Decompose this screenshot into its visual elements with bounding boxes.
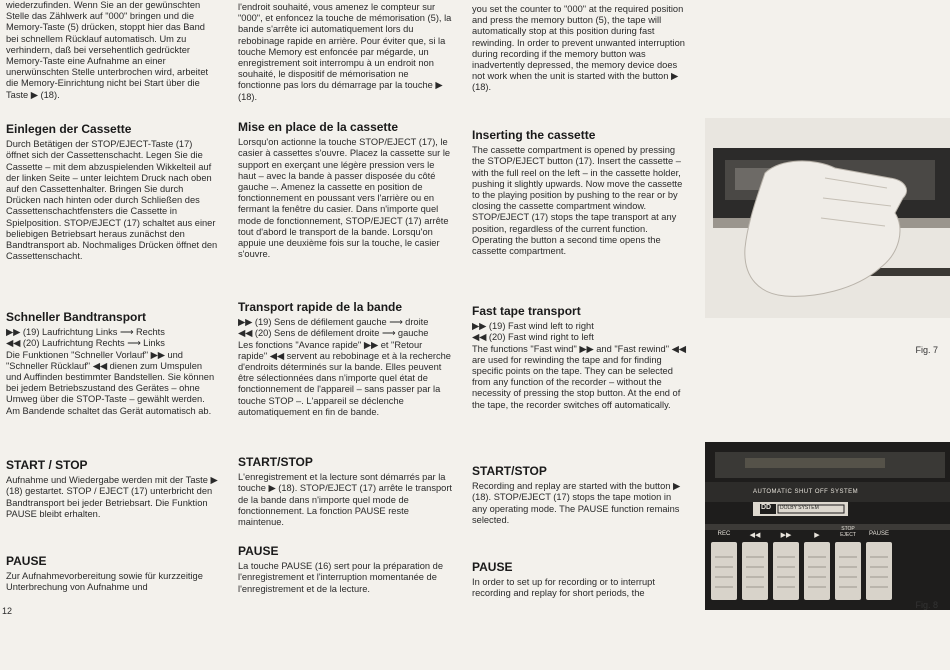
section-heading: Transport rapide de la bande: [238, 300, 403, 314]
section-heading: START/STOP: [238, 455, 313, 469]
dolby-label: DOLBY SYSTEM: [780, 505, 819, 511]
figure-8-caption: Fig. 8: [915, 600, 938, 610]
fast-forward-key-label: ▶▶: [780, 532, 792, 539]
section-heading: Inserting the cassette: [472, 128, 596, 142]
english-section-fast-transport: Fast tape transport ▶▶ (19) Fast wind left to right ◀◀ (20) Fast wind right to left The functions "Fast wind" ▶▶ and "Fast rewind" ◀◀ are used for rewinding the tape and for finding specific points on the tape. They can be selected from any function of the recorder – without the necessity of pressing the stop button. At the end of the tape, the recorder switches off automatically.: [472, 304, 686, 410]
section-heading: PAUSE: [472, 560, 513, 574]
german-section-cassette: Einlegen der Cassette Durch Betätigen der STOP/EJECT-Taste (17) öffnet sich der Cassettenschacht. Legen Sie die Cassette – mit dem abzuspielenden Wikkelteil auf der linken Seite – unter leichtem Druck nach oben auf den Cassettenhalter. Bringen Sie durch Drücken nach hinten oder durch Schließen des Cassettenschachtfensters die Cassette in Spielposition. STOP/EJECT (17) schaltet aus einer beliebigen Betriebsart heraus zunächst den Bandtransport ab. Nochmaliges Drücken öffnet den Cassettenschacht.: [6, 122, 218, 262]
section-heading: PAUSE: [6, 554, 47, 568]
german-section-fast-transport: Schneller Bandtransport ▶▶ (19) Laufrichtung Links ⟶ Rechts ◀◀ (20) Laufrichtung Rechts ⟶ Links Die Funktionen "Schneller Vorlauf" ▶▶ und "Schneller Rücklauf" ◀◀ dienen zum Umspulen und Auffinden bestimmter Bandstellen. Sie können bei jedem Betriebszustand des Gerätes – ohne Umweg über die STOP-Taste – gewählt werden. Am Bandende schaltet das Gerät automatisch ab.: [6, 312, 218, 417]
cassette-insertion-illustration: [705, 118, 950, 318]
english-intro: you set the counter to "000" at the required position and press the memory button (5), the tape will automatically stop at this position during fast rewinding. In order to prevent unwanted interruption during recording if the memory button was inadvertently depressed, the memory device does not work when the unit is started with the button ▶ (18).: [472, 4, 685, 93]
french-intro: l'endroit souhaité, vous amenez le compteur sur "000", et enfoncez la touche de mémorisation (5), la bande s'arrête ici automatiquement lors du rebobinage rapide en arrière. Pour éviter que, si la touche Memory est enfoncée par mégarde, un enregistrement soit interrompu à un endroit non souhaité, le dispositif de mémorisation ne fonctionne pas lors du démarrage par la touche ▶ (18).: [238, 2, 452, 102]
rec-key-label: REC: [717, 531, 731, 537]
pause-key-label: PAUSE: [869, 531, 889, 537]
english-section-cassette: Inserting the cassette The cassette compartment is opened by pressing the STOP/EJECT button (17). Insert the cassette – with the full reel on the left – in the cassette holder, pushing it slightly upwards. Now move the cassette to the playing position by pushing to the rear or by closing the cassette compartment window. STOP/EJECT (17) stops the tape transport at any position, regardless of the current function. Operating the button a second time opens the cassette compartment.: [472, 130, 686, 257]
stop-eject-key-label: STOP EJECT: [840, 526, 856, 538]
section-heading: START/STOP: [472, 464, 547, 478]
section-heading: Fast tape transport: [472, 304, 581, 318]
section-heading: Schneller Bandtransport: [6, 310, 147, 324]
english-section-start-stop: START/STOP Recording and replay are started with the button ▶ (18). STOP/EJECT (17) stops the tape motion in any operating mode. The PAUSE function remains selected.: [472, 466, 686, 526]
figure-7-cassette-insertion: [705, 118, 950, 355]
section-heading: Mise en place de la cassette: [238, 120, 399, 134]
section-heading: Einlegen der Cassette: [6, 122, 132, 136]
french-section-cassette: Mise en place de la cassette Lorsqu'on actionne la touche STOP/EJECT (17), le casier à cassettes s'ouvre. Placez la cassette sur le support en exerçant une légère pression vers le haut – avec la bande à passer disposée du côté gauche –. Amenez la cassette en position de fonctionnement en poussant vers l'arrière ou en fermant la fenêtre du casier. Dans n'importe quel mode de fonctionnement, STOP/EJECT (17) arrête tout d'abord le transport de la bande. Lorsqu'on appuie une deuxième fois sur la touche, le casier s'ouvre.: [238, 120, 451, 260]
german-section-pause: PAUSE Zur Aufnahmevorbereitung sowie für kurzzeitige Unterbrechung von Aufnahme und: [6, 556, 218, 594]
french-section-start-stop: START/STOP L'enregistrement et la lecture sont démarrés par la touche ▶ (18). STOP/EJECT (17) arrête le transport de la bande dans n'importe quel mode de fonctionnement. La fonction PAUSE reste maintenue.: [238, 455, 453, 528]
figure-7-caption: Fig. 7: [915, 345, 938, 355]
auto-shutoff-label: AUTOMATIC SHUT OFF SYSTEM: [753, 489, 859, 495]
rewind-key-label: ◀◀: [749, 532, 761, 539]
section-heading: PAUSE: [238, 544, 279, 558]
figure-8-control-panel: [705, 442, 950, 610]
german-section-start-stop: START / STOP Aufnahme und Wiedergabe werden mit der Taste ▶ (18) gestartet. STOP / EJECT (17) unterbricht den Bandtransport bei jeder Betriebsart. Die Funktion PAUSE bleibt erhalten.: [6, 458, 218, 519]
dolby-mark: DD: [761, 504, 772, 511]
german-intro: wiederzufinden. Wenn Sie an der gewünschten Stelle das Zählwerk auf "000" bringen und die Memory-Taste (5) drücken, stoppt hier das Band bei schnellem Rücklauf automatisch. Um zu verhindern, daß bei versehentlich gedrückter Memory-Taste eine Aufnahme an einer unerwünschten Stelle unterbrochen wird, arbeitet die Memory-Einrichtung nicht bei Start über die Taste ▶ (18).: [6, 0, 209, 100]
english-section-pause: PAUSE In order to set up for recording or to interrupt recording and replay for short periods, the: [472, 562, 686, 600]
page-number: 12: [2, 606, 13, 616]
section-heading: START / STOP: [6, 458, 88, 472]
play-key-label: ▶: [814, 532, 820, 539]
french-section-fast-transport: Transport rapide de la bande ▶▶ (19) Sens de défilement gauche ⟶ droite ◀◀ (20) Sens de défilement droite ⟶ gauche Les fonctions "Avance rapide" ▶▶ et "Retour rapide" ◀◀ servent au rebobinage et à la recherche d'endroits déterminés sur la bande. Elles peuvent être sélectionnées dans n'importe quel état de fonctionnement de l'appareil – sans passer par la touche STOP –. L'appareil se déclenche automatiquement en fin de bande.: [238, 300, 451, 417]
french-section-pause: PAUSE La touche PAUSE (16) sert pour la préparation de l'enregistrement et l'interruption momentanée de l'enregistrement et de la lecture.: [238, 546, 452, 595]
control-panel-illustration: [705, 442, 950, 610]
